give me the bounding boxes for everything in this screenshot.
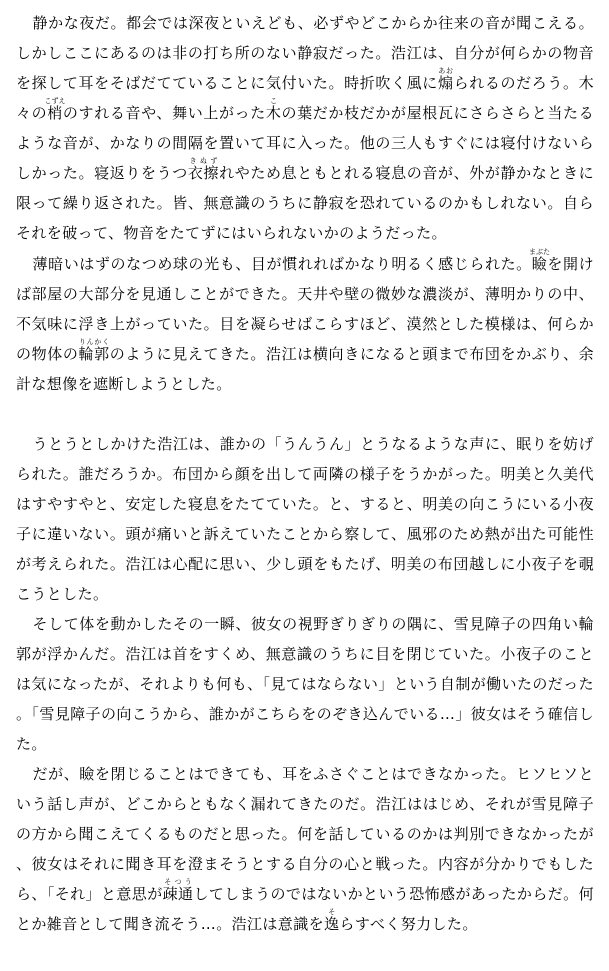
ruby-aoru	[437, 67, 454, 92]
ruby-sotsuu-reading: そつう	[162, 878, 194, 886]
ruby-kinuzu	[187, 157, 220, 182]
paragraph-1-text-3: のすれる音や、舞い上がった	[62, 104, 266, 122]
scene-break	[16, 399, 594, 429]
ruby-ko-reading: こ	[265, 97, 282, 105]
ruby-mabuta	[528, 248, 550, 273]
paragraph-1-text-1: 静かな夜だ。都会では深夜といえども、必ずやどこからか往来の音が聞こえる。しかしここにあるのは非の打ち所のない静寂だった。浩江は、自分が何らかの物音を探して耳をそばだてていることに気付いた。時折吹く風に	[16, 14, 594, 92]
ruby-ko-base: 木	[265, 104, 282, 122]
ruby-kozue	[44, 97, 66, 122]
paragraph-5	[16, 759, 594, 939]
paragraph-3-text-1: うとうとしかけた浩江は、誰かの「うんうん」とうなるような声に、眠りを妨げられた。誰だろうか。布団から顔を出して両隣の様子をうかがった。明美と久美代はすやすやと、安定した寝息をたてていた。と、すると、明美の向こうにいる小夜子に違いない。頭が痛いと訴えていたことから察して、風邪のため熱が出た可能性が考えられた。浩江は心配に思い、少し頭をもたげ、明美の布団越しに小夜子を覗こうとした。	[16, 435, 594, 603]
ruby-sotsuu-base: 疎通	[162, 885, 194, 903]
paragraph-2-text-1: 薄暗いはずのなつめ球の光も、目が慣れればかなり明るく感じられた。	[32, 255, 532, 273]
ruby-mabuta-base: 瞼	[528, 255, 550, 273]
ruby-mabuta-reading: まぶた	[528, 248, 550, 256]
ruby-aoru-reading: あお	[437, 67, 454, 75]
ruby-sorasu	[324, 908, 340, 933]
paragraph-1-text-2: られるのだろう。木々の	[16, 74, 594, 122]
paragraph-1-text-5: れやため息ともとれる寝息の音が、外が静かなときに限って繰り返された。皆、無意識のうちに静寂を恐れているのかもしれない。自らそれを破って、物音をたてずにはいられないかのようだった。	[16, 164, 594, 242]
paragraph-5-text-1: だが、瞼を閉じることはできても、耳をふさぐことはできなかった。ヒソヒソという話し声が、どこからともなく漏れてきたのだ。浩江ははじめ、それが雪見障子の方から聞こえてくるものだと思った。何を話しているのかは判別できなかったが、彼女はそれに聞き耳を澄まそうとする自分の心と戦った。内容が分かりでもしたら、「それ」と意思が	[16, 765, 594, 903]
paragraph-1-text-4: の葉だか枝だかが屋根瓦にさらさらと当たるような音が、かなりの間隔を置いて耳に入った。他の三人もすぐには寝付けないらしかった。寝返りをうつ	[16, 104, 594, 182]
paragraph-4	[16, 609, 594, 759]
novel-page	[16, 8, 594, 939]
paragraph-5-text-2: してしまうのではないかという恐怖感があったからだ。何とか雑音として聞き流そう…。浩江は意識を	[16, 885, 594, 933]
paragraph-2	[16, 248, 594, 399]
paragraph-1	[16, 8, 594, 248]
ruby-rinkaku-base: 輪郭	[78, 345, 110, 363]
ruby-rinkaku-reading: りんかく	[78, 338, 110, 346]
ruby-kozue-reading: こずえ	[44, 97, 66, 105]
ruby-sorasu-base: 逸	[324, 915, 340, 933]
ruby-rinkaku	[78, 338, 110, 363]
ruby-kozue-base: 梢	[44, 104, 66, 122]
ruby-ko	[265, 97, 282, 122]
paragraph-4-text-1: そして体を動かしたその一瞬、彼女の視野ぎりぎりの隅に、雪見障子の四角い輪郭が浮かんだ。浩江は首をすくめ、無意識のうちに目を閉じていた。小夜子のことは気になったが、それよりも何も、「見てはならない」という自制が働いたのだった。「雪見障子の向こうから、誰かがこちらをのぞき込んでいる…」彼女はそう確信した。	[16, 615, 594, 753]
ruby-kinuzu-reading: きぬず	[187, 157, 219, 165]
paragraph-2-text-3: のように見えてきた。浩江は横向きになると頭まで布団をかぶり、余計な想像を遮断しようとした。	[16, 345, 594, 393]
paragraph-3	[16, 429, 594, 609]
paragraph-5-text-3: らすべく努力した。	[339, 915, 478, 933]
ruby-kinuzu-base: 衣擦	[187, 164, 220, 182]
ruby-sotsuu	[162, 878, 194, 903]
paragraph-2-text-2: を開けば部屋の大部分を見通しことができた。天井や壁の微妙な濃淡が、薄明かりの中、不気味に浮き上がっていた。目を凝らせばこらすほど、漠然とした模様は、何らかの物体の	[16, 255, 594, 363]
ruby-aoru-base: 煽	[437, 74, 454, 92]
ruby-sorasu-reading: そ	[324, 908, 340, 916]
